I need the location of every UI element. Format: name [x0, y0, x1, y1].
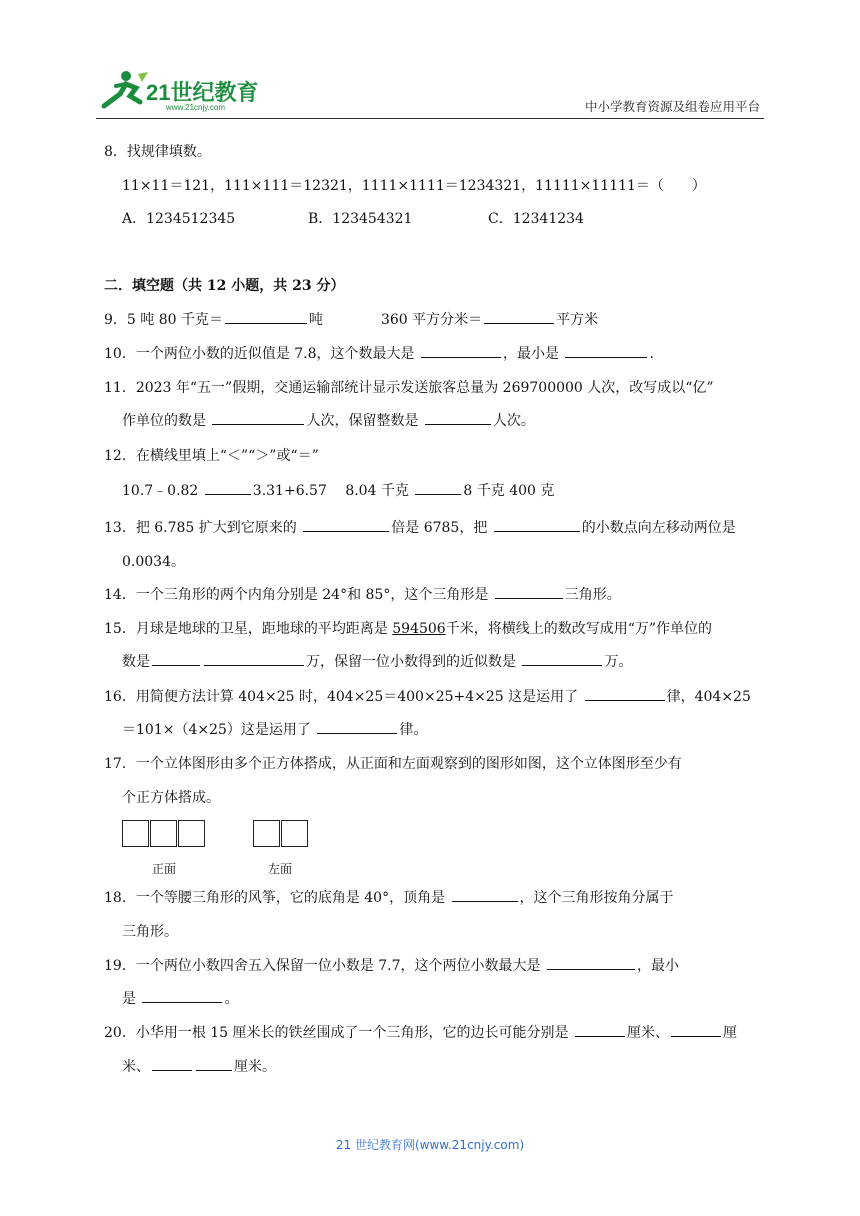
- question-16-line2: ＝101×（4×25）这是运用了 律。: [122, 719, 427, 741]
- answer-blank[interactable]: [225, 309, 307, 324]
- answer-blank[interactable]: [317, 719, 397, 734]
- answer-blank[interactable]: [212, 410, 304, 425]
- question-15-line1: 15．月球是地球的卫星，距地球的平均距离是 594506千米，将横线上的数改写成用“万”作单位的: [104, 621, 713, 637]
- platform-name: 中小学教育资源及组卷应用平台: [584, 99, 760, 114]
- answer-blank[interactable]: [152, 1056, 192, 1071]
- header-divider: [96, 118, 764, 119]
- view-square: [122, 820, 149, 847]
- question-16-line1: 16．用简便方法计算 404×25 时，404×25＝400×25+4×25 这是运用了 律，404×25: [104, 686, 751, 708]
- view-square: [150, 820, 177, 847]
- question-11-line1: 11．2023 年“五一”假期，交通运输部统计显示发送旅客总量为 269700000 人次，改写成以“亿”: [104, 380, 714, 396]
- site-logo: [96, 68, 266, 114]
- answer-blank[interactable]: [196, 1056, 232, 1071]
- answer-blank[interactable]: [303, 517, 389, 532]
- answer-blank[interactable]: [522, 651, 602, 666]
- answer-blank[interactable]: [415, 480, 461, 495]
- question-14: 14．一个三角形的两个内角分别是 24°和 85°，这个三角形是 三角形。: [104, 584, 621, 606]
- question-18-line2: 三角形。: [122, 924, 178, 940]
- q8-option-c: C．12341234: [488, 211, 584, 227]
- view-square: [253, 820, 280, 847]
- answer-blank[interactable]: [425, 410, 491, 425]
- answer-blank[interactable]: [565, 343, 647, 358]
- view-square: [178, 820, 205, 847]
- svg-text:21世纪教育: 21世纪教育: [146, 80, 259, 105]
- q8-option-b: B．123454321: [308, 211, 413, 227]
- answer-blank[interactable]: [421, 343, 501, 358]
- answer-blank[interactable]: [671, 1022, 721, 1037]
- answer-blank[interactable]: [484, 309, 554, 324]
- view-square: [281, 820, 308, 847]
- question-17-line2: 个正方体搭成。: [122, 790, 220, 806]
- answer-blank[interactable]: [205, 480, 251, 495]
- answer-blank[interactable]: [452, 887, 518, 902]
- question-19-line1: 19．一个两位小数四舍五入保留一位小数是 7.7，这个两位小数最大是 ，最小: [104, 955, 679, 977]
- question-18-line1: 18．一个等腰三角形的风筝，它的底角是 40°，顶角是 ，这个三角形按角分属于: [104, 887, 674, 909]
- answer-blank[interactable]: [495, 584, 563, 599]
- left-view-label: 左面: [268, 862, 293, 876]
- question-20-line1: 20．小华用一根 15 厘米长的铁丝围成了一个三角形，它的边长可能分别是 厘米、 厘: [104, 1022, 737, 1044]
- question-12-line2: 10.7﹣0.82 3.31+6.57 8.04 千克 8 千克 400 克: [122, 480, 554, 502]
- question-11-line2: 作单位的数是 人次，保留整数是 人次。: [122, 410, 535, 432]
- answer-blank[interactable]: [152, 651, 200, 666]
- svg-text:www.21cnjy.com: www.21cnjy.com: [166, 103, 225, 112]
- q8-title: 8．找规律填数。: [104, 144, 211, 160]
- question-10: 10．一个两位小数的近似值是 7.8，这个数最大是 ，最小是 .: [104, 343, 654, 365]
- question-9: 9．5 吨 80 千克＝ 吨 360 平方分米＝ 平方米: [104, 309, 598, 331]
- question-13-line2: 0.0034。: [122, 554, 185, 570]
- answer-blank[interactable]: [547, 955, 635, 970]
- q8-option-a: A．1234512345: [122, 211, 236, 227]
- question-19-line2: 是 。: [122, 988, 238, 1010]
- question-12-line1: 12．在横线里填上“＜”“＞”或“＝”: [104, 448, 319, 464]
- question-20-line2: 米、 厘米。: [122, 1056, 276, 1078]
- answer-blank[interactable]: [142, 988, 222, 1003]
- question-13-line1: 13．把 6.785 扩大到它原来的 倍是 6785，把 的小数点向左移动两位是: [104, 517, 736, 539]
- question-17-line1: 17．一个立体图形由多个正方体搭成，从正面和左面观察到的图形如图，这个立体图形至少有: [104, 756, 682, 772]
- answer-blank[interactable]: [204, 651, 304, 666]
- question-15-line2: 数是 万，保留一位小数得到的近似数是 万。: [122, 651, 632, 673]
- q8-pattern: 11×11＝121，111×111＝12321，1111×1111＝1234321，11111×11111＝（ ）: [122, 178, 706, 194]
- front-view-label: 正面: [152, 862, 177, 876]
- answer-blank[interactable]: [575, 1022, 625, 1037]
- answer-blank[interactable]: [494, 517, 580, 532]
- underlined-number: 594506: [392, 621, 446, 637]
- answer-blank[interactable]: [585, 686, 665, 701]
- section-title: 二．填空题（共 12 小题，共 23 分）: [104, 278, 345, 294]
- footer-link[interactable]: 21 世纪教育网(www.21cnjy.com): [335, 1138, 525, 1152]
